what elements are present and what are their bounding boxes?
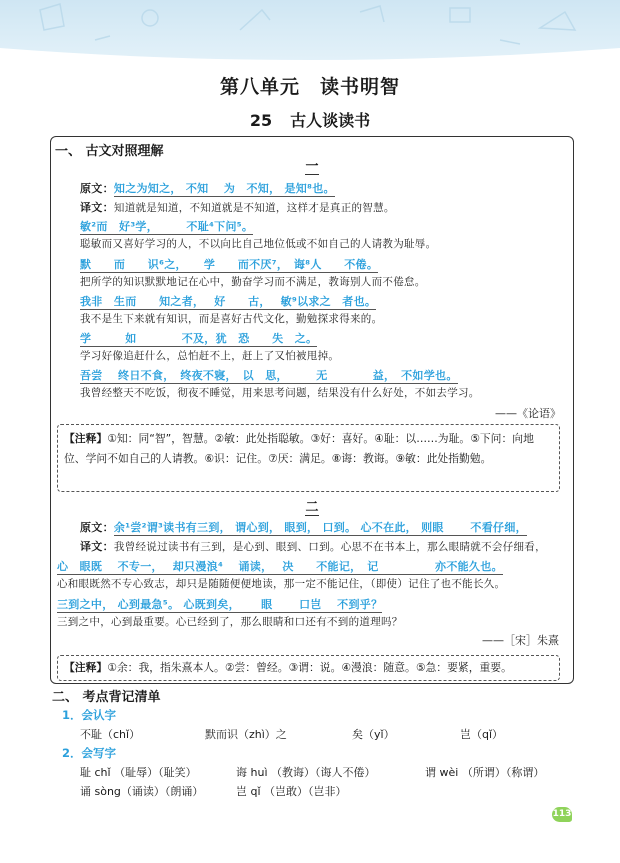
- translation-text: 知道就是知道，不知道就是不知道，这样才是真正的智慧。: [113, 202, 395, 214]
- source-attribution-2: ——［宋］朱熹: [482, 634, 559, 647]
- write-item: 诲 huì （教诲）（诲人不倦）: [236, 766, 376, 779]
- p2-orig-line-1: 心 眼既 不专一， 却只漫浪⁴ 诵读， 决 不能记， 记 亦不能久也。: [57, 560, 503, 573]
- p2-source-line: 原文：余¹尝²谓³读书有三到， 谓心到， 眼到， 口到。 心不在此， 则眼 不看仔细，: [80, 521, 527, 534]
- lesson-number: 25: [249, 111, 273, 130]
- recognize-title: 1．会认字: [62, 708, 117, 722]
- trans-line-4: 学习好像追赶什么，总怕赶不上，赶上了又怕被甩掉。: [80, 350, 340, 362]
- note-box-1: [57, 424, 560, 492]
- p2-trans-line-1: 心和眼既然不专心致志，却只是随随便便地读，那一定不能记住，（即使）记住了也不能长久。: [57, 578, 506, 590]
- lesson-title: [0, 108, 620, 131]
- trans-line-3: 我不是生下来就有知识，而是喜好古代文化，勤勉探求得来的。: [80, 313, 383, 325]
- recognize-item: 岂（qǐ）: [460, 728, 504, 741]
- recognize-item: 默而识（zhì）之: [205, 728, 287, 741]
- write-item: 谓 wèi （所谓）（称谓）: [425, 766, 545, 779]
- section-2-title: 二、 考点背记清单: [52, 690, 161, 705]
- trans-line-1: 聪敏而又喜好学习的人，不以向比自己地位低或不如自己的人请教为耻辱。: [80, 238, 437, 250]
- recognize-item: 不耻（chǐ）: [80, 728, 141, 741]
- unit-theme: 读书明智: [320, 76, 401, 98]
- unit-title: [0, 72, 620, 99]
- source-text: 知之为知之， 不知 为 不知， 是知⁸也。: [113, 182, 335, 195]
- source-label: 原文：: [80, 182, 114, 195]
- p2-trans-line-2: 三到之中，心到最重要。心已经到了，那么眼睛和口还有不到的道理吗？: [57, 616, 403, 628]
- trans-line-2: 把所学的知识默默地记在心中，勤奋学习而不满足，教诲别人而不倦怠。: [80, 276, 426, 288]
- orig-line-2: 默 而 识⁶之， 学 而不厌⁷， 诲⁸人 不倦。: [80, 258, 379, 271]
- write-item: 耻 chǐ （耻辱）（耻笑）: [80, 766, 197, 779]
- orig-line-5: 吾尝 终日不食， 终夜不寝， 以 思， 无 益， 不如学也。: [80, 369, 458, 382]
- translation-label: 译文：: [80, 201, 114, 214]
- lesson-name: 古人谈读书: [290, 111, 371, 130]
- p1-source-line: [80, 180, 540, 196]
- write-title: 2．会写字: [62, 746, 117, 760]
- orig-line-1: 敏²而 好³学， 不耻⁴下问⁵。: [80, 220, 254, 233]
- p1-translation-line: [80, 199, 540, 215]
- orig-line-3: 我非 生而 知之者， 好 古， 敏⁹以求之 者也。: [80, 295, 377, 308]
- orig-line-4: 学 如 不及，犹 恐 失 之。: [80, 332, 318, 345]
- trans-line-5: 我曾经整天不吃饭，彻夜不睡觉，用来思考问题，结果没有什么好处，不如去学习。: [80, 387, 480, 399]
- unit-number: 第八单元: [219, 76, 300, 98]
- recognize-item: 矣（yǐ）: [352, 728, 395, 741]
- write-item: 诵 sòng（诵读）（朗诵）: [80, 785, 204, 798]
- header-decoration: [0, 0, 620, 70]
- note-label: 【注释】: [64, 432, 108, 445]
- source-attribution-1: ——《论语》: [495, 407, 561, 420]
- p2-translation-line: 译文：我曾经说过读书有三到，是心到、眼到、口到。心思不在书本上，那么眼睛就不会仔细看，: [80, 540, 546, 553]
- p2-orig-line-2: 三到之中， 心到最急⁵。 心既到矣， 眼 口岂 不到乎？: [57, 598, 383, 611]
- note-text: ①知：同“智”，智慧。②敏：此处指聪敏。③好：喜好。④耻：以……为耻。⑤下问：向地位、学问不如自己的人请教。⑥识：记住。⑦厌：满足。⑧诲：教诲。⑨敏：此处指勤勉。: [64, 432, 534, 465]
- part-2-number: 二: [50, 496, 574, 516]
- note-box-2: 【注释】①余：我，指朱熹本人。②尝：曾经。③谓：说。④漫浪：随意。⑤急：要紧，重要。: [57, 655, 560, 681]
- part-1-number: 一: [50, 155, 574, 175]
- page-number-badge: 113: [552, 807, 572, 822]
- section-1-title: 一、 古文对照理解: [55, 144, 164, 159]
- write-item: 岂 qǐ （岂敢）（岂非）: [236, 785, 347, 798]
